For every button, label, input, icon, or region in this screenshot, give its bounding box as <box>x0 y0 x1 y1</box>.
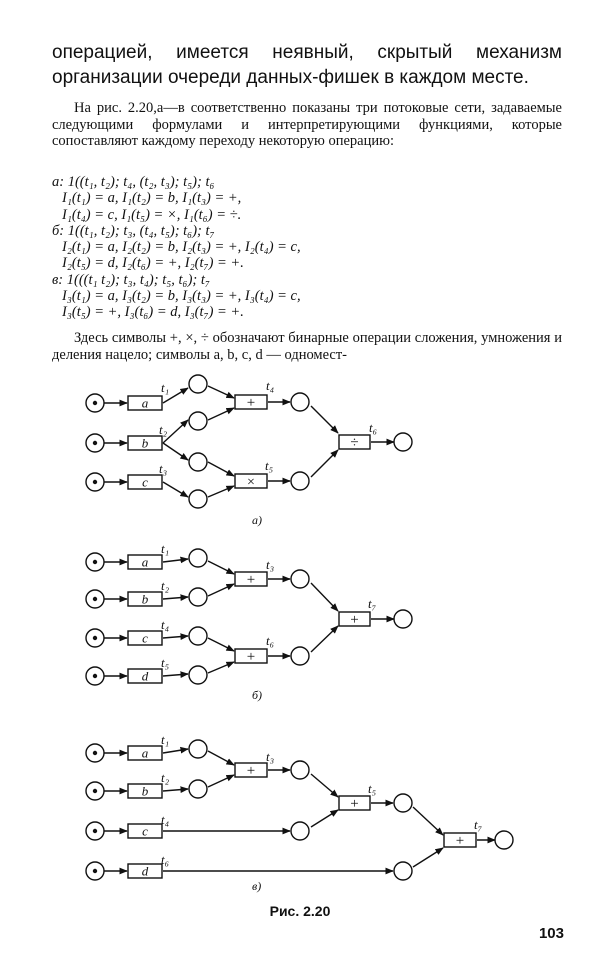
transition-label: t₅ <box>161 655 170 670</box>
place-icon <box>189 453 207 471</box>
place-icon <box>291 472 309 490</box>
transition-label: t₇ <box>368 596 377 611</box>
op-label: a <box>141 554 149 570</box>
place-icon <box>189 780 207 798</box>
transition-label: t₄ <box>161 812 170 827</box>
transition-label: t₁ <box>161 380 170 395</box>
place-icon <box>394 794 412 812</box>
transition-label: t₆ <box>266 633 275 648</box>
token-icon <box>93 869 97 873</box>
place-icon <box>394 433 412 451</box>
op-label: + <box>455 833 465 849</box>
formula-b-2: I₂(t₁) = a, I₂(t₂) = b, I₂(t₃) = +, I₂(t₄) = c, <box>62 239 301 256</box>
token-icon <box>93 751 97 755</box>
formula-b-1: б: 1((t₁, t₂); t₃, (t₄, t₅); t₆); t₇ <box>52 222 215 239</box>
op-label: c <box>142 823 148 839</box>
op-label: + <box>246 572 256 588</box>
place-icon <box>189 412 207 430</box>
token-icon <box>93 480 97 484</box>
transition-label: t₂ <box>159 422 168 437</box>
op-label: × <box>247 475 255 490</box>
transition-label: t₅ <box>368 781 377 796</box>
op-label: c <box>142 630 148 646</box>
page-number: 103 <box>538 925 564 942</box>
op-label: b <box>141 783 149 799</box>
lead-text: операцией, имеется неявный, скрытый механизм организации очереди данных-фишек в каждом месте. <box>52 42 562 88</box>
formula-c-1: в: 1(((t₁ t₂); t₃, t₄); t₅, t₆); t₇ <box>52 271 210 288</box>
place-icon <box>291 761 309 779</box>
place-icon <box>189 666 207 684</box>
place-icon <box>189 549 207 567</box>
formula-b-3: I₂(t₅) = d, I₂(t₆) = +, I₂(t₇) = +. <box>62 255 244 272</box>
place-icon <box>189 490 207 508</box>
op-label: d <box>141 668 149 684</box>
token-icon <box>93 401 97 405</box>
op-label: + <box>246 395 256 411</box>
op-label: a <box>141 395 149 411</box>
intro-paragraph: На рис. 2.20,а—в соответственно показаны три потоковые сети, задаваемые следующими формулами и интерпретирующими функциями, которые сопоставляют каждому переходу некоторую операцию: <box>52 100 562 149</box>
net-c <box>86 740 513 880</box>
transition-label: t₂ <box>161 578 170 593</box>
op-label: a <box>141 745 149 761</box>
place-icon <box>291 647 309 665</box>
formula-a-2: I₁(t₁) = a, I₁(t₂) = b, I₁(t₃) = +, <box>62 190 242 207</box>
token-icon <box>93 636 97 640</box>
formula-a-3: I₁(t₄) = c, I₁(t₅) = ×, I₁(t₆) = ÷. <box>62 206 242 223</box>
transition-label: t₃ <box>266 749 275 764</box>
formula-c-2: I₃(t₁) = a, I₃(t₂) = b, I₃(t₃) = +, I₃(t₄) = c, <box>62 288 301 305</box>
op-label: + <box>350 796 359 812</box>
token-icon <box>93 829 97 833</box>
place-icon <box>189 375 207 393</box>
subfigure-label: б) <box>252 688 263 702</box>
token-icon <box>93 674 97 678</box>
token-icon <box>93 560 97 564</box>
subfigure-label: в) <box>252 879 262 893</box>
transition-label: t₁ <box>161 732 170 747</box>
place-icon <box>394 862 412 880</box>
transition-label: t₃ <box>266 557 275 572</box>
op-label: d <box>141 863 149 879</box>
transition-label: t₄ <box>266 378 275 393</box>
op-label: c <box>142 474 148 490</box>
place-icon <box>291 393 309 411</box>
transition-label: t₆ <box>161 852 170 867</box>
transition-label: t₂ <box>161 770 170 785</box>
op-label: + <box>246 763 256 779</box>
place-icon <box>189 627 207 645</box>
token-icon <box>93 789 97 793</box>
transition-label: t₁ <box>161 541 170 556</box>
op-label: + <box>350 612 359 628</box>
outro-paragraph: Здесь символы +, ×, ÷ обозначают бинарные операции сложения, умножения и деления нацело; символы a, b, c, d — одномест- <box>52 330 562 363</box>
transition-label: t₃ <box>159 461 168 476</box>
place-icon <box>291 570 309 588</box>
transition-label: t₇ <box>474 817 483 832</box>
transition-label: t₄ <box>161 617 170 632</box>
token-icon <box>93 441 97 445</box>
place-icon <box>394 610 412 628</box>
figure-caption: Рис. 2.20 <box>269 903 331 919</box>
place-icon <box>189 740 207 758</box>
transition-label: t₆ <box>369 420 378 435</box>
op-label: b <box>141 435 149 451</box>
token-icon <box>93 597 97 601</box>
op-label: b <box>141 591 149 607</box>
place-icon <box>291 822 309 840</box>
transition-label: t₅ <box>265 458 274 473</box>
op-label: ÷ <box>350 435 359 451</box>
subfigure-label: а) <box>252 513 262 527</box>
place-icon <box>495 831 513 849</box>
formula-c-3: I₃(t₅) = +, I₃(t₆) = d, I₃(t₇) = +. <box>62 304 244 321</box>
place-icon <box>189 588 207 606</box>
op-label: + <box>246 649 256 665</box>
formula-a-1: а: 1((t₁, t₂); t₄, (t₂, t₃); t₅); t₆ <box>52 174 215 190</box>
